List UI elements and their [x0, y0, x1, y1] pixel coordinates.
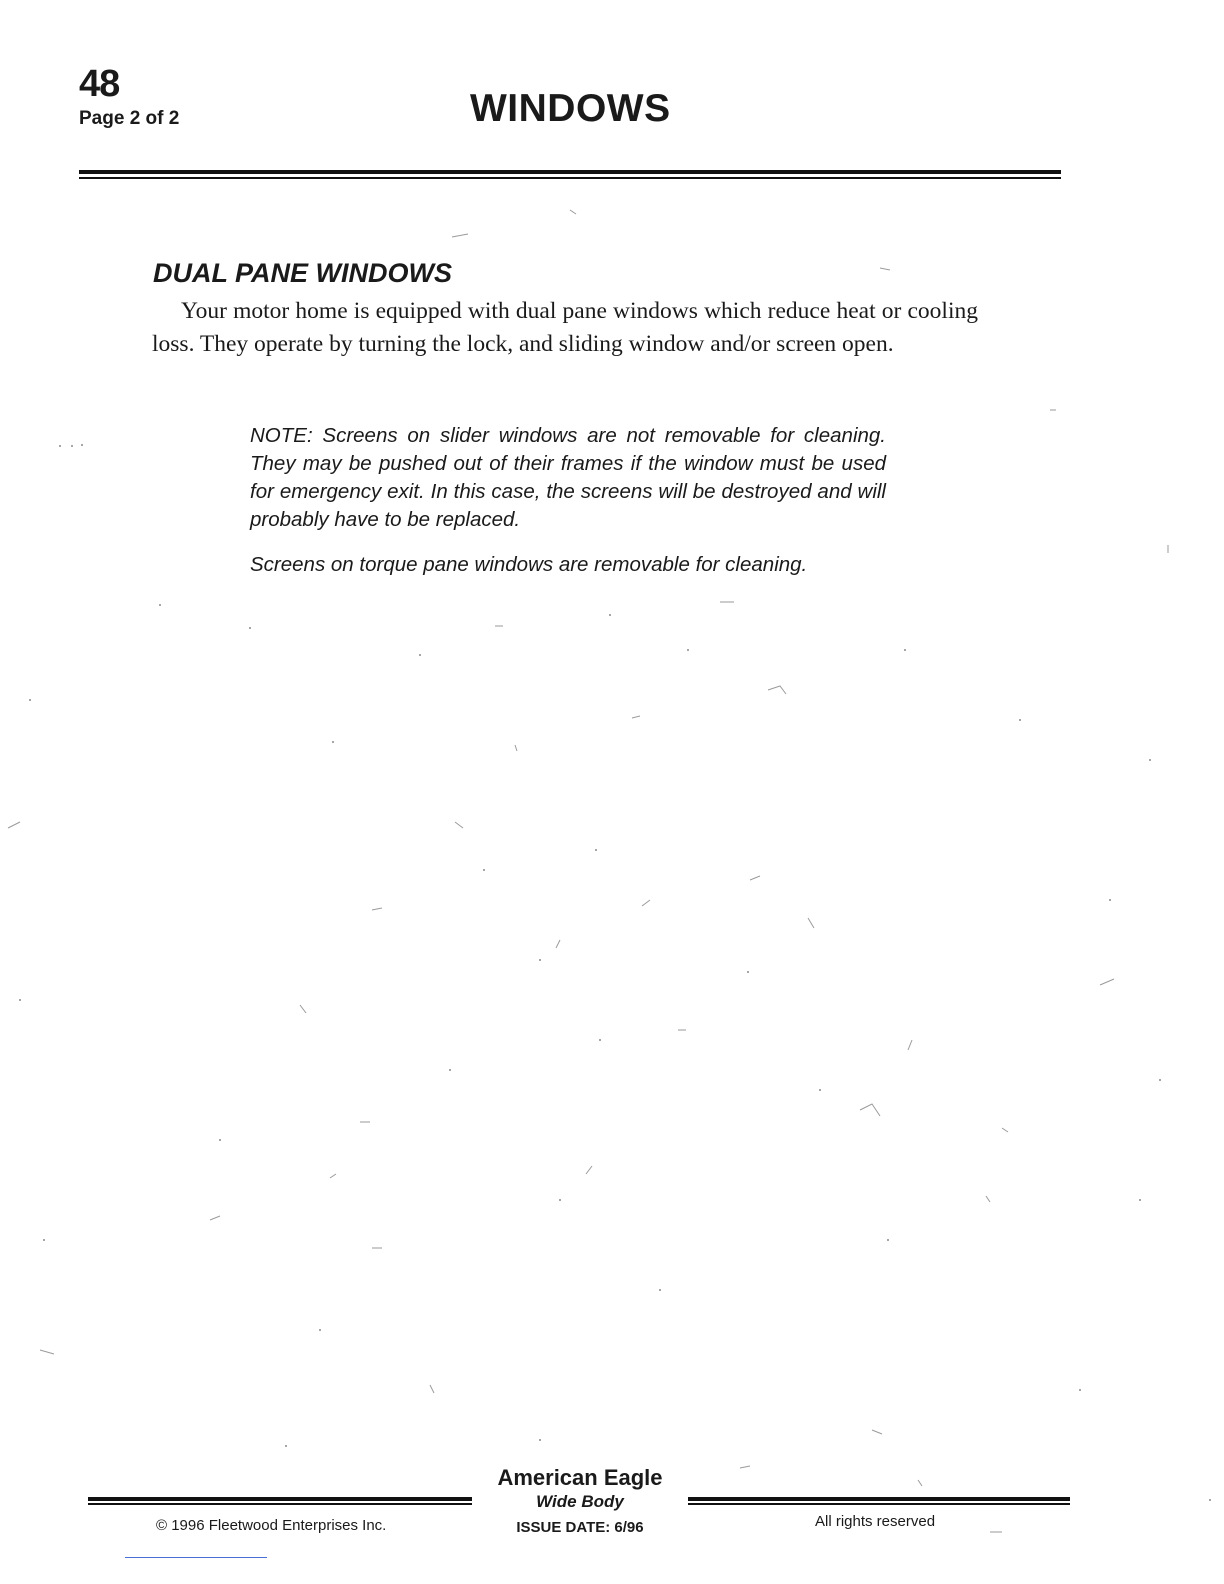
header-rule-thin [79, 177, 1061, 179]
footer-issue-date: ISSUE DATE: 6/96 [516, 1519, 644, 1536]
page-of-indicator: Page 2 of 2 [79, 108, 180, 129]
footer-rule-left-thin [88, 1503, 472, 1505]
note-paragraph: NOTE: Screens on slider windows are not removable for cleaning. They may be pushed out of their frames if the window must be used for emergency exit. In this case, the screens will be destroyed and will probably have to be replaced. [250, 424, 886, 531]
footer-rights: All rights reserved [815, 1513, 936, 1530]
footer-rule-left [88, 1497, 472, 1501]
page-number: 48 [79, 63, 120, 105]
header-rule-thick [79, 170, 1061, 174]
footer-rule-right [688, 1497, 1070, 1501]
footer-rule-right-thin [688, 1503, 1070, 1505]
section-title: WINDOWS [470, 87, 671, 130]
subheading: DUAL PANE WINDOWS [153, 258, 452, 288]
note-paragraph-2: Screens on torque pane windows are removable for cleaning. [250, 553, 808, 576]
footer-model: Wide Body [536, 1492, 624, 1511]
bottom-underline [125, 1557, 267, 1558]
footer-copyright: © 1996 Fleetwood Enterprises Inc. [156, 1517, 387, 1534]
body-paragraph: Your motor home is equipped with dual pane windows which reduce heat or cooling loss. They operate by turning the lock, and sliding window and/or screen open. [152, 298, 978, 357]
footer-brand: American Eagle [497, 1465, 663, 1490]
